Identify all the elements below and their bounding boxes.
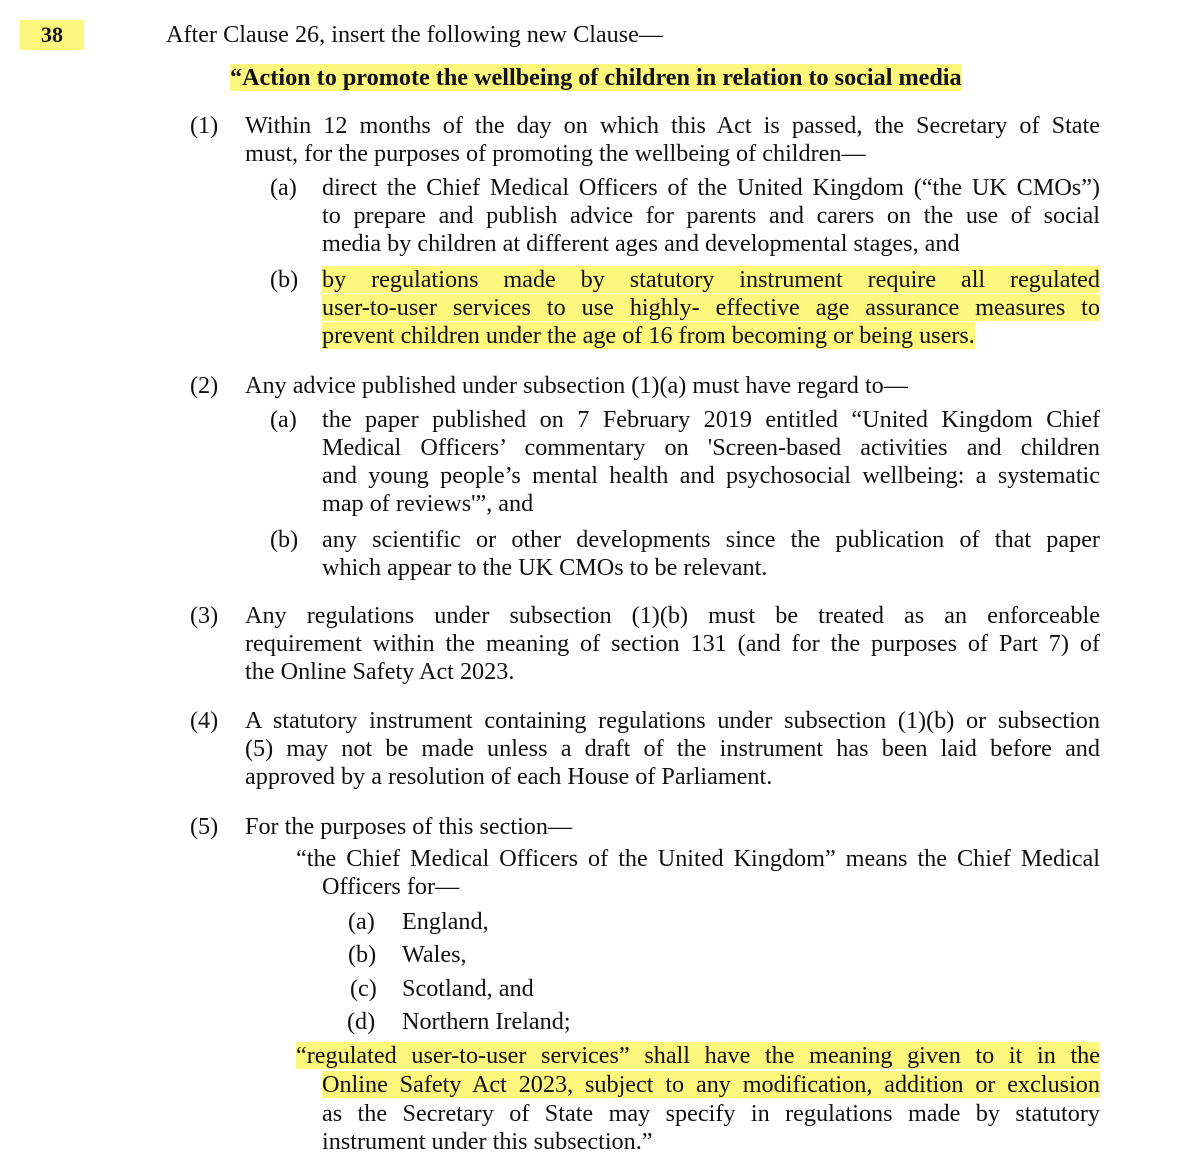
subsection-2a-line-3: and young people’s mental health and psychosocial wellbeing: a systematic [322, 462, 1100, 489]
subsection-1-line-2: must, for the purposes of promoting the wellbeing of children— [245, 140, 866, 167]
subsection-3-number: (3) [190, 602, 219, 629]
list-item-a-label: (a) [348, 908, 375, 935]
amendment-intro: After Clause 26, insert the following new Clause— [166, 21, 664, 48]
list-item-c-label: (c) [350, 975, 377, 1002]
subsection-1b-text-3: prevent children under the age of 16 from becoming or being users. [322, 322, 975, 349]
subsection-2a-line-1: the paper published on 7 February 2019 entitled “United Kingdom Chief [322, 406, 1100, 433]
definition-services-text-1: “regulated user-to-user services” shall have the meaning given to it in the [296, 1042, 1100, 1069]
subsection-1b-text-1: by regulations made by statutory instrument require all regulated [322, 266, 1100, 293]
subsection-1b-line-1 [322, 266, 1100, 294]
subsection-1a-line-2: to prepare and publish advice for parents and carers on the use of social [322, 202, 1100, 229]
subsection-4-line-1: A statutory instrument containing regulations under subsection (1)(b) or subsection [245, 707, 1100, 734]
subsection-1b-text-2: user-to-user services to use highly- effective age assurance measures to [322, 294, 1100, 321]
subsection-2a-line-4: map of reviews'”, and [322, 490, 534, 517]
subsection-2a-line-2: Medical Officers’ commentary on 'Screen-based activities and children [322, 434, 1100, 461]
list-item-d-text: Northern Ireland; [402, 1008, 571, 1035]
definition-services-line-1 [296, 1042, 1100, 1070]
amendment-number: 38 [20, 20, 84, 50]
subsection-2b-line-1: any scientific or other developments since the publication of that paper [322, 526, 1100, 553]
subsection-1a-line-1: direct the Chief Medical Officers of the United Kingdom (“the UK CMOs”) [322, 174, 1100, 201]
subsection-1-line-1 [245, 112, 1100, 140]
clause-title [230, 64, 962, 92]
definition-cmo-line-2: Officers for— [322, 873, 460, 900]
subsection-5-number: (5) [190, 813, 219, 840]
subsection-3-line-2: requirement within the meaning of section 131 (and for the purposes of Part 7) of [245, 630, 1100, 657]
list-item-a-text: England, [402, 908, 489, 935]
list-item-c-text: Scotland, and [402, 975, 534, 1002]
subsection-4-number: (4) [190, 707, 219, 734]
subsection-5-line-1: For the purposes of this section— [245, 813, 573, 840]
subsection-2-number: (2) [190, 372, 219, 399]
subsection-3-line-3: the Online Safety Act 2023. [245, 658, 515, 685]
subsection-2a-label: (a) [270, 406, 297, 433]
definition-services-line-4: instrument under this subsection.” [322, 1128, 653, 1155]
list-item-b-label: (b) [348, 941, 377, 968]
definition-services-line-2 [322, 1071, 1100, 1099]
subsection-3-line-1: Any regulations under subsection (1)(b) must be treated as an enforceable [245, 602, 1100, 629]
list-item-d-label: (d) [347, 1008, 376, 1035]
subsection-4-line-3: approved by a resolution of each House of Parliament. [245, 763, 773, 790]
subsection-2b-label: (b) [270, 526, 299, 553]
subsection-1b-line-2 [322, 294, 1100, 322]
subsection-1b-label: (b) [270, 266, 299, 293]
list-item-b-text: Wales, [402, 941, 467, 968]
subsection-1b-line-3 [322, 322, 975, 350]
subsection-1-number: (1) [190, 112, 219, 139]
subsection-4-line-2: (5) may not be made unless a draft of the instrument has been laid before and [245, 735, 1100, 762]
subsection-1a-label: (a) [270, 174, 297, 201]
definition-services-line-3: as the Secretary of State may specify in regulations made by statutory [322, 1100, 1100, 1127]
subsection-2-line-1: Any advice published under subsection (1)(a) must have regard to— [245, 372, 908, 399]
clause-title-text: “Action to promote the wellbeing of children in relation to social media [230, 64, 962, 91]
subsection-2b-line-2: which appear to the UK CMOs to be relevant. [322, 554, 768, 581]
subsection-1a-line-3: media by children at different ages and developmental stages, and [322, 230, 960, 257]
definition-cmo-line-1: “the Chief Medical Officers of the United Kingdom” means the Chief Medical [296, 845, 1100, 872]
subsection-1-text-1: Within 12 months of the day on which this Act is passed, the Secretary of State [245, 112, 1100, 139]
definition-services-text-2: Online Safety Act 2023, subject to any modification, addition or exclusion [322, 1071, 1100, 1098]
